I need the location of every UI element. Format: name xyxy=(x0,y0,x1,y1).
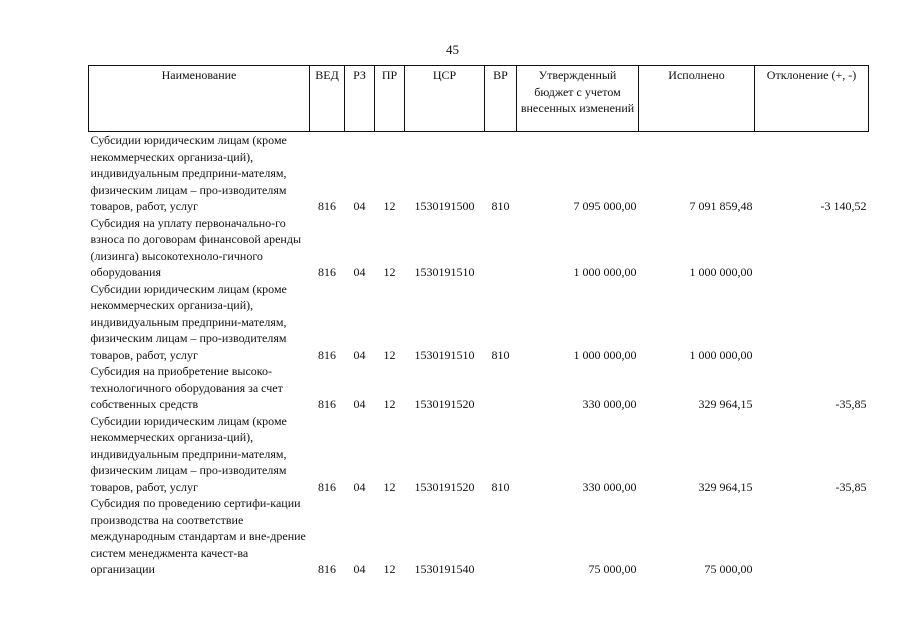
row-name: Субсидии юридическим лицам (кроме некоммерческих организа-ций), индивидуальным предприни-мателям, физическим лицам – про-изводителям товаров, работ, услуг xyxy=(90,413,287,494)
row-name: Субсидия на уплату первоначально-го взноса по договорам финансовой аренды (лизинга) высокотехноло-гичного оборудования xyxy=(90,215,302,279)
row-rz: 04 xyxy=(353,397,366,411)
row-pr: 12 xyxy=(383,479,396,494)
row-pr: 12 xyxy=(383,562,396,576)
row-deviation xyxy=(755,215,869,281)
header-csr: ЦСР xyxy=(405,66,485,132)
header-ved: ВЕД xyxy=(310,66,345,132)
table-row xyxy=(89,281,869,364)
row-name: Субсидия по проведению сертифи-кации производства на соответствие международным стандартам и вне-дрение систем менеджмента качест-ва организации xyxy=(90,496,306,576)
row-pr: 12 xyxy=(383,265,396,279)
header-name: Наименование xyxy=(89,66,310,132)
budget-table xyxy=(88,65,869,578)
row-deviation: -35,85 xyxy=(835,479,867,494)
table-header-row xyxy=(89,66,869,132)
row-name: Субсидии юридическим лицам (кроме некоммерческих организа-ций), индивидуальным предприни-мателям, физическим лицам – про-изводителям товаров, работ, услуг xyxy=(90,133,287,213)
row-executed: 329 964,15 xyxy=(698,479,753,494)
row-csr: 1530191500 xyxy=(414,199,475,213)
row-ved: 816 xyxy=(318,199,336,213)
row-deviation xyxy=(755,281,869,364)
row-csr: 1530191540 xyxy=(414,562,475,576)
row-vr xyxy=(485,215,517,281)
row-executed: 75 000,00 xyxy=(704,562,753,576)
table-row xyxy=(89,215,869,281)
row-csr: 1530191510 xyxy=(414,265,475,279)
row-executed: 1 000 000,00 xyxy=(689,265,753,279)
table-row xyxy=(89,495,869,578)
page-number: 45 xyxy=(446,42,459,57)
header-pr: ПР xyxy=(375,66,405,132)
row-csr: 1530191520 xyxy=(414,397,475,411)
row-deviation: -35,85 xyxy=(835,397,867,411)
row-vr xyxy=(485,363,517,413)
row-pr: 12 xyxy=(383,347,396,362)
row-pr: 12 xyxy=(383,397,396,411)
row-ved: 816 xyxy=(318,347,336,362)
table-row xyxy=(89,363,869,413)
row-vr xyxy=(485,495,517,578)
row-csr: 1530191520 xyxy=(414,479,475,494)
header-approved: Утвержденный бюджет с учетом внесенных изменений xyxy=(517,66,639,132)
header-vr: ВР xyxy=(485,66,517,132)
row-name: Субсидии юридическим лицам (кроме некоммерческих организа-ций), индивидуальным предприни-мателям, физическим лицам – про-изводителям товаров, работ, услуг xyxy=(90,281,287,362)
row-csr: 1530191510 xyxy=(414,347,475,362)
header-executed: Исполнено xyxy=(639,66,755,132)
row-rz: 04 xyxy=(353,347,366,362)
budget-table-container xyxy=(88,65,868,578)
row-executed: 329 964,15 xyxy=(698,397,753,411)
row-approved: 7 095 000,00 xyxy=(573,199,637,213)
row-rz: 04 xyxy=(353,479,366,494)
row-vr: 810 xyxy=(491,199,510,213)
table-row xyxy=(89,413,869,496)
row-vr: 810 xyxy=(491,479,510,494)
table-row xyxy=(89,132,869,215)
row-executed: 7 091 859,48 xyxy=(689,199,753,213)
row-executed: 1 000 000,00 xyxy=(689,347,753,362)
row-deviation xyxy=(755,495,869,578)
header-deviation: Отклонение (+, -) xyxy=(755,66,869,132)
row-rz: 04 xyxy=(353,199,366,213)
row-deviation: -3 140,52 xyxy=(820,199,867,213)
row-ved: 816 xyxy=(318,479,336,494)
row-approved: 330 000,00 xyxy=(582,397,637,411)
row-name: Субсидия на приобретение высоко-технологичного оборудования за счет собственных средств xyxy=(90,364,283,411)
row-approved: 1 000 000,00 xyxy=(573,347,637,362)
row-approved: 1 000 000,00 xyxy=(573,265,637,279)
row-ved: 816 xyxy=(318,265,336,279)
row-rz: 04 xyxy=(353,265,366,279)
row-approved: 330 000,00 xyxy=(582,479,637,494)
row-approved: 75 000,00 xyxy=(588,562,637,576)
row-pr: 12 xyxy=(383,199,396,213)
row-rz: 04 xyxy=(353,562,366,576)
row-vr: 810 xyxy=(491,347,510,362)
row-ved: 816 xyxy=(318,562,336,576)
header-rz: РЗ xyxy=(345,66,375,132)
row-ved: 816 xyxy=(318,397,336,411)
